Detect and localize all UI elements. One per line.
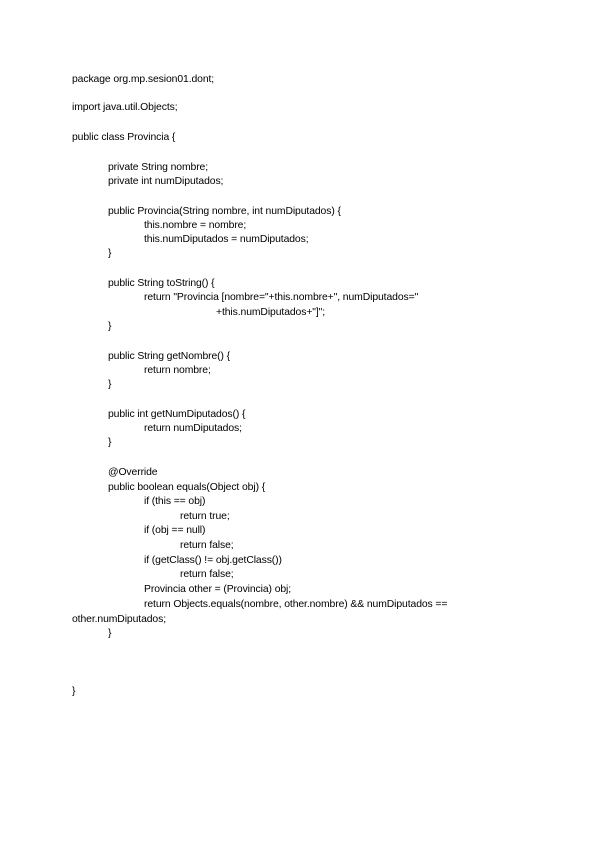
code-line: return true; xyxy=(180,511,230,522)
code-line: if (obj == null) xyxy=(144,525,206,536)
code-line: return false; xyxy=(180,569,234,580)
code-line: this.numDiputados = numDiputados; xyxy=(144,234,309,245)
code-line: } xyxy=(108,628,112,639)
code-line: public boolean equals(Object obj) { xyxy=(108,482,266,493)
code-line: public String getNombre() { xyxy=(108,351,231,362)
code-line: this.nombre = nombre; xyxy=(144,220,247,231)
code-line: import java.util.Objects; xyxy=(72,102,178,113)
code-line: public int getNumDiputados() { xyxy=(108,409,246,420)
code-line: public Provincia(String nombre, int numDiputados) { xyxy=(108,206,341,217)
code-line: return Objects.equals(nombre, other.nombre) && numDiputados == xyxy=(144,599,448,610)
code-line: return numDiputados; xyxy=(144,423,242,434)
code-line: } xyxy=(108,321,112,332)
code-line: } xyxy=(108,248,112,259)
code-line: Provincia other = (Provincia) obj; xyxy=(144,584,292,595)
code-line: private String nombre; xyxy=(108,162,209,173)
code-line: } xyxy=(108,379,112,390)
code-line: if (this == obj) xyxy=(144,496,206,507)
code-line: +this.numDiputados+"]"; xyxy=(216,307,326,318)
code-line: public class Provincia { xyxy=(72,132,176,143)
code-line: return "Provincia [nombre="+this.nombre+", numDiputados=" xyxy=(144,292,419,303)
code-line: } xyxy=(72,686,76,697)
code-line: private int numDiputados; xyxy=(108,176,224,187)
code-line: if (getClass() != obj.getClass()) xyxy=(144,555,282,566)
code-line: } xyxy=(108,437,112,448)
code-line: package org.mp.sesion01.dont; xyxy=(72,74,215,85)
code-line: public String toString() { xyxy=(108,278,215,289)
code-line: return nombre; xyxy=(144,365,211,376)
code-line: return false; xyxy=(180,540,234,551)
code-line: @Override xyxy=(108,467,158,478)
code-line: other.numDiputados; xyxy=(72,614,166,625)
